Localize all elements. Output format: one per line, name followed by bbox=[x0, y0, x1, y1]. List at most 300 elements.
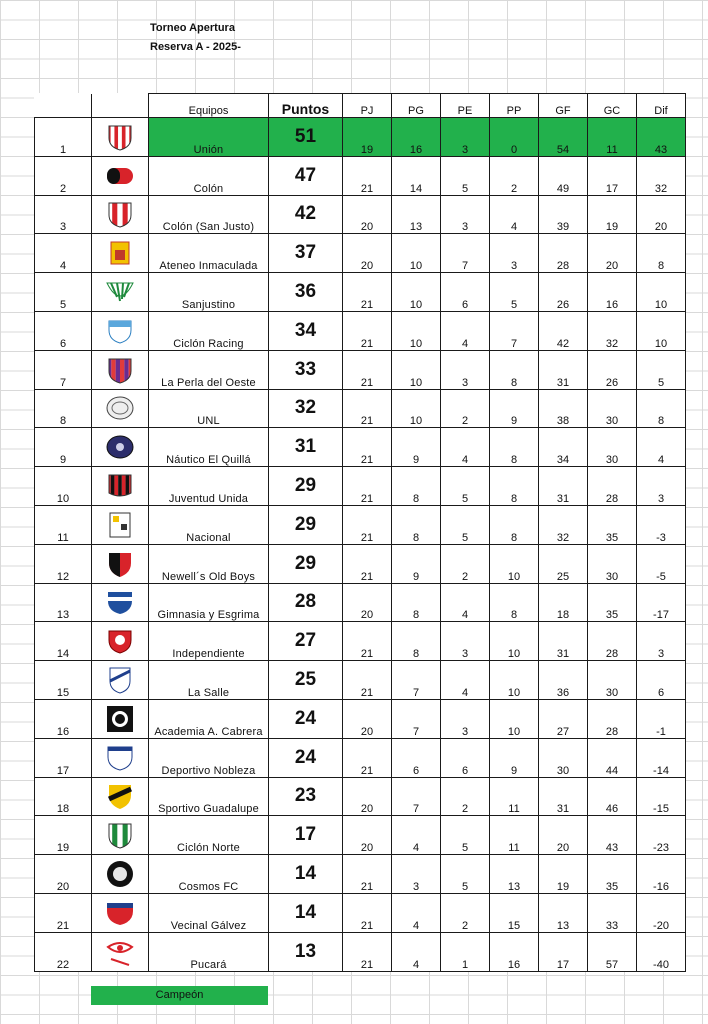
table-row bbox=[35, 389, 686, 428]
crest-cell bbox=[92, 350, 149, 389]
won-header: PG bbox=[392, 94, 441, 118]
lost-header: PP bbox=[490, 94, 539, 118]
crest-cell bbox=[92, 855, 149, 894]
points-cell: 36 bbox=[269, 273, 343, 312]
la-salle-crest-icon bbox=[92, 665, 148, 695]
table-row bbox=[35, 893, 686, 932]
position-cell: 8 bbox=[35, 389, 92, 428]
lost-cell: 9 bbox=[490, 738, 539, 777]
won-cell: 13 bbox=[392, 195, 441, 234]
lost-cell: 10 bbox=[490, 622, 539, 661]
academia-cabrera-crest-icon bbox=[92, 704, 148, 734]
goals-against-cell: 20 bbox=[588, 234, 637, 273]
crest-cell bbox=[92, 311, 149, 350]
tournament-subtitle: Reserva A - 2025- bbox=[150, 41, 241, 53]
goals-for-cell: 38 bbox=[539, 389, 588, 428]
points-cell: 24 bbox=[269, 699, 343, 738]
played-cell: 21 bbox=[343, 156, 392, 195]
points-cell: 42 bbox=[269, 195, 343, 234]
won-cell: 10 bbox=[392, 273, 441, 312]
table-row bbox=[35, 467, 686, 506]
played-cell: 21 bbox=[343, 467, 392, 506]
crest-cell bbox=[92, 777, 149, 816]
goals-against-header: GC bbox=[588, 94, 637, 118]
points-cell: 33 bbox=[269, 350, 343, 389]
played-cell: 21 bbox=[343, 311, 392, 350]
team-name-cell: Ciclón Norte bbox=[149, 816, 269, 855]
goals-for-cell: 31 bbox=[539, 467, 588, 506]
table-row bbox=[35, 738, 686, 777]
crest-cell bbox=[92, 428, 149, 467]
drawn-cell: 1 bbox=[441, 932, 490, 971]
crest-cell bbox=[92, 738, 149, 777]
position-cell: 14 bbox=[35, 622, 92, 661]
played-cell: 20 bbox=[343, 234, 392, 273]
goal-diff-header: Dif bbox=[637, 94, 686, 118]
goals-for-cell: 54 bbox=[539, 118, 588, 157]
played-cell: 20 bbox=[343, 699, 392, 738]
position-cell: 20 bbox=[35, 855, 92, 894]
won-cell: 10 bbox=[392, 350, 441, 389]
played-cell: 21 bbox=[343, 932, 392, 971]
played-cell: 21 bbox=[343, 855, 392, 894]
won-cell: 16 bbox=[392, 118, 441, 157]
points-cell: 29 bbox=[269, 467, 343, 506]
goal-diff-cell: 3 bbox=[637, 622, 686, 661]
drawn-cell: 4 bbox=[441, 428, 490, 467]
drawn-cell: 7 bbox=[441, 234, 490, 273]
played-cell: 21 bbox=[343, 389, 392, 428]
goals-for-header: GF bbox=[539, 94, 588, 118]
crest-cell bbox=[92, 699, 149, 738]
points-cell: 13 bbox=[269, 932, 343, 971]
goals-for-cell: 18 bbox=[539, 583, 588, 622]
goals-for-cell: 39 bbox=[539, 195, 588, 234]
lost-cell: 8 bbox=[490, 350, 539, 389]
lost-cell: 11 bbox=[490, 816, 539, 855]
drawn-cell: 2 bbox=[441, 544, 490, 583]
won-cell: 7 bbox=[392, 699, 441, 738]
crest-cell bbox=[92, 118, 149, 157]
crest-cell bbox=[92, 544, 149, 583]
played-cell: 21 bbox=[343, 622, 392, 661]
position-cell: 21 bbox=[35, 893, 92, 932]
position-cell: 13 bbox=[35, 583, 92, 622]
goal-diff-cell: 20 bbox=[637, 195, 686, 234]
won-cell: 6 bbox=[392, 738, 441, 777]
drawn-cell: 4 bbox=[441, 661, 490, 700]
crest-cell bbox=[92, 273, 149, 312]
team-name-cell: Sanjustino bbox=[149, 273, 269, 312]
nautico-crest-icon bbox=[92, 432, 148, 462]
points-cell: 29 bbox=[269, 544, 343, 583]
goals-for-cell: 13 bbox=[539, 893, 588, 932]
played-cell: 20 bbox=[343, 816, 392, 855]
position-cell: 16 bbox=[35, 699, 92, 738]
crest-cell bbox=[92, 389, 149, 428]
goals-for-cell: 34 bbox=[539, 428, 588, 467]
points-cell: 27 bbox=[269, 622, 343, 661]
crest-cell bbox=[92, 156, 149, 195]
won-cell: 9 bbox=[392, 428, 441, 467]
won-cell: 10 bbox=[392, 234, 441, 273]
gimnasia-crest-icon bbox=[92, 587, 148, 617]
lost-cell: 8 bbox=[490, 467, 539, 506]
goals-for-cell: 19 bbox=[539, 855, 588, 894]
goal-diff-cell: -17 bbox=[637, 583, 686, 622]
lost-cell: 9 bbox=[490, 389, 539, 428]
goal-diff-cell: -20 bbox=[637, 893, 686, 932]
champion-legend: Campeón bbox=[91, 986, 268, 1005]
drawn-cell: 3 bbox=[441, 118, 490, 157]
table-row bbox=[35, 505, 686, 544]
won-cell: 8 bbox=[392, 622, 441, 661]
tournament-title: Torneo Apertura bbox=[150, 22, 235, 34]
goal-diff-cell: 5 bbox=[637, 350, 686, 389]
points-cell: 25 bbox=[269, 661, 343, 700]
nacional-crest-icon bbox=[92, 510, 148, 540]
table-row bbox=[35, 583, 686, 622]
goal-diff-cell: 32 bbox=[637, 156, 686, 195]
played-cell: 20 bbox=[343, 583, 392, 622]
played-cell: 21 bbox=[343, 505, 392, 544]
goal-diff-cell: 6 bbox=[637, 661, 686, 700]
won-cell: 4 bbox=[392, 893, 441, 932]
goals-against-cell: 43 bbox=[588, 816, 637, 855]
goals-for-cell: 17 bbox=[539, 932, 588, 971]
sanjustino-crest-icon bbox=[92, 277, 148, 307]
won-cell: 8 bbox=[392, 505, 441, 544]
lost-cell: 15 bbox=[490, 893, 539, 932]
played-cell: 21 bbox=[343, 738, 392, 777]
played-cell: 21 bbox=[343, 428, 392, 467]
goals-for-cell: 31 bbox=[539, 777, 588, 816]
crest-cell bbox=[92, 893, 149, 932]
drawn-cell: 5 bbox=[441, 156, 490, 195]
drawn-cell: 6 bbox=[441, 738, 490, 777]
position-cell: 12 bbox=[35, 544, 92, 583]
goals-for-cell: 28 bbox=[539, 234, 588, 273]
team-name-cell: Gimnasia y Esgrima bbox=[149, 583, 269, 622]
goals-against-cell: 17 bbox=[588, 156, 637, 195]
team-name-cell: Pucará bbox=[149, 932, 269, 971]
played-cell: 20 bbox=[343, 777, 392, 816]
position-cell: 2 bbox=[35, 156, 92, 195]
header-row bbox=[35, 94, 686, 118]
position-cell: 6 bbox=[35, 311, 92, 350]
team-name-cell: Nacional bbox=[149, 505, 269, 544]
drawn-cell: 3 bbox=[441, 195, 490, 234]
colon-san-justo-crest-icon bbox=[92, 199, 148, 229]
table-row bbox=[35, 350, 686, 389]
crest-cell bbox=[92, 932, 149, 971]
goals-against-cell: 35 bbox=[588, 583, 637, 622]
cosmos-fc-crest-icon bbox=[92, 859, 148, 889]
drawn-cell: 5 bbox=[441, 467, 490, 506]
team-name-cell: Colón bbox=[149, 156, 269, 195]
team-name-cell: Independiente bbox=[149, 622, 269, 661]
team-header: Equipos bbox=[149, 94, 269, 118]
points-cell: 51 bbox=[269, 118, 343, 157]
position-cell: 4 bbox=[35, 234, 92, 273]
played-cell: 19 bbox=[343, 118, 392, 157]
goals-for-cell: 32 bbox=[539, 505, 588, 544]
goals-against-cell: 30 bbox=[588, 661, 637, 700]
sportivo-guadalupe-crest-icon bbox=[92, 781, 148, 811]
lost-cell: 8 bbox=[490, 428, 539, 467]
goal-diff-cell: 4 bbox=[637, 428, 686, 467]
goal-diff-cell: -16 bbox=[637, 855, 686, 894]
points-cell: 34 bbox=[269, 311, 343, 350]
goals-for-cell: 36 bbox=[539, 661, 588, 700]
position-cell: 10 bbox=[35, 467, 92, 506]
team-name-cell: La Salle bbox=[149, 661, 269, 700]
points-cell: 17 bbox=[269, 816, 343, 855]
crest-cell bbox=[92, 583, 149, 622]
goals-against-cell: 28 bbox=[588, 467, 637, 506]
team-name-cell: Ateneo Inmaculada bbox=[149, 234, 269, 273]
lost-cell: 5 bbox=[490, 273, 539, 312]
lost-cell: 8 bbox=[490, 505, 539, 544]
crest-cell bbox=[92, 467, 149, 506]
crest-header bbox=[92, 94, 149, 118]
position-header bbox=[35, 94, 92, 118]
points-cell: 31 bbox=[269, 428, 343, 467]
table-row bbox=[35, 544, 686, 583]
goals-for-cell: 20 bbox=[539, 816, 588, 855]
unl-crest-icon bbox=[92, 393, 148, 423]
drawn-cell: 3 bbox=[441, 350, 490, 389]
team-name-cell: Náutico El Quillá bbox=[149, 428, 269, 467]
table-row bbox=[35, 816, 686, 855]
points-cell: 32 bbox=[269, 389, 343, 428]
points-cell: 14 bbox=[269, 855, 343, 894]
goal-diff-cell: -5 bbox=[637, 544, 686, 583]
position-cell: 17 bbox=[35, 738, 92, 777]
lost-cell: 3 bbox=[490, 234, 539, 273]
position-cell: 11 bbox=[35, 505, 92, 544]
goals-for-cell: 42 bbox=[539, 311, 588, 350]
goal-diff-cell: 3 bbox=[637, 467, 686, 506]
points-cell: 14 bbox=[269, 893, 343, 932]
position-cell: 15 bbox=[35, 661, 92, 700]
goals-against-cell: 28 bbox=[588, 699, 637, 738]
goals-against-cell: 26 bbox=[588, 350, 637, 389]
union-crest-icon bbox=[92, 122, 148, 152]
won-cell: 4 bbox=[392, 816, 441, 855]
points-header: Puntos bbox=[269, 94, 343, 118]
newells-crest-icon bbox=[92, 549, 148, 579]
lost-cell: 10 bbox=[490, 661, 539, 700]
position-cell: 22 bbox=[35, 932, 92, 971]
drawn-cell: 3 bbox=[441, 622, 490, 661]
table-row bbox=[35, 622, 686, 661]
lost-cell: 10 bbox=[490, 699, 539, 738]
won-cell: 9 bbox=[392, 544, 441, 583]
position-cell: 1 bbox=[35, 118, 92, 157]
table-row bbox=[35, 428, 686, 467]
won-cell: 10 bbox=[392, 311, 441, 350]
position-cell: 3 bbox=[35, 195, 92, 234]
goals-against-cell: 30 bbox=[588, 428, 637, 467]
crest-cell bbox=[92, 195, 149, 234]
deportivo-nobleza-crest-icon bbox=[92, 743, 148, 773]
team-name-cell: Cosmos FC bbox=[149, 855, 269, 894]
lost-cell: 10 bbox=[490, 544, 539, 583]
goals-for-cell: 49 bbox=[539, 156, 588, 195]
played-cell: 21 bbox=[343, 661, 392, 700]
points-cell: 29 bbox=[269, 505, 343, 544]
crest-cell bbox=[92, 234, 149, 273]
played-header: PJ bbox=[343, 94, 392, 118]
goal-diff-cell: 8 bbox=[637, 234, 686, 273]
goal-diff-cell: -14 bbox=[637, 738, 686, 777]
goal-diff-cell: -15 bbox=[637, 777, 686, 816]
goals-for-cell: 26 bbox=[539, 273, 588, 312]
team-name-cell: Colón (San Justo) bbox=[149, 195, 269, 234]
goals-against-cell: 11 bbox=[588, 118, 637, 157]
points-cell: 23 bbox=[269, 777, 343, 816]
drawn-cell: 4 bbox=[441, 311, 490, 350]
table-row bbox=[35, 234, 686, 273]
team-name-cell: Deportivo Nobleza bbox=[149, 738, 269, 777]
crest-cell bbox=[92, 816, 149, 855]
goal-diff-cell: 10 bbox=[637, 311, 686, 350]
played-cell: 21 bbox=[343, 893, 392, 932]
goals-against-cell: 30 bbox=[588, 389, 637, 428]
played-cell: 20 bbox=[343, 195, 392, 234]
pucara-crest-icon bbox=[92, 937, 148, 967]
table-row bbox=[35, 273, 686, 312]
won-cell: 3 bbox=[392, 855, 441, 894]
goals-against-cell: 35 bbox=[588, 505, 637, 544]
position-cell: 5 bbox=[35, 273, 92, 312]
goals-against-cell: 32 bbox=[588, 311, 637, 350]
ateneo-inmaculada-crest-icon bbox=[92, 238, 148, 268]
played-cell: 21 bbox=[343, 544, 392, 583]
team-name-cell: Unión bbox=[149, 118, 269, 157]
position-cell: 7 bbox=[35, 350, 92, 389]
goals-for-cell: 31 bbox=[539, 622, 588, 661]
lost-cell: 8 bbox=[490, 583, 539, 622]
goals-against-cell: 16 bbox=[588, 273, 637, 312]
drawn-header: PE bbox=[441, 94, 490, 118]
won-cell: 14 bbox=[392, 156, 441, 195]
drawn-cell: 5 bbox=[441, 855, 490, 894]
lost-cell: 4 bbox=[490, 195, 539, 234]
won-cell: 7 bbox=[392, 661, 441, 700]
goals-against-cell: 44 bbox=[588, 738, 637, 777]
table-row bbox=[35, 777, 686, 816]
table-row bbox=[35, 156, 686, 195]
table-row bbox=[35, 699, 686, 738]
lost-cell: 16 bbox=[490, 932, 539, 971]
lost-cell: 7 bbox=[490, 311, 539, 350]
points-cell: 47 bbox=[269, 156, 343, 195]
table-row bbox=[35, 661, 686, 700]
table-row bbox=[35, 195, 686, 234]
lost-cell: 11 bbox=[490, 777, 539, 816]
team-name-cell: La Perla del Oeste bbox=[149, 350, 269, 389]
colon-crest-icon bbox=[92, 161, 148, 191]
won-cell: 4 bbox=[392, 932, 441, 971]
team-name-cell: Academia A. Cabrera bbox=[149, 699, 269, 738]
goal-diff-cell: 43 bbox=[637, 118, 686, 157]
goals-against-cell: 28 bbox=[588, 622, 637, 661]
position-cell: 18 bbox=[35, 777, 92, 816]
drawn-cell: 6 bbox=[441, 273, 490, 312]
table-row bbox=[35, 855, 686, 894]
team-name-cell: Vecinal Gálvez bbox=[149, 893, 269, 932]
goals-against-cell: 57 bbox=[588, 932, 637, 971]
crest-cell bbox=[92, 622, 149, 661]
goal-diff-cell: -1 bbox=[637, 699, 686, 738]
drawn-cell: 2 bbox=[441, 893, 490, 932]
goal-diff-cell: -3 bbox=[637, 505, 686, 544]
team-name-cell: Sportivo Guadalupe bbox=[149, 777, 269, 816]
won-cell: 10 bbox=[392, 389, 441, 428]
vecinal-galvez-crest-icon bbox=[92, 898, 148, 928]
la-perla-crest-icon bbox=[92, 355, 148, 385]
lost-cell: 13 bbox=[490, 855, 539, 894]
played-cell: 21 bbox=[343, 350, 392, 389]
goals-against-cell: 19 bbox=[588, 195, 637, 234]
drawn-cell: 2 bbox=[441, 777, 490, 816]
goals-for-cell: 27 bbox=[539, 699, 588, 738]
goal-diff-cell: -40 bbox=[637, 932, 686, 971]
points-cell: 28 bbox=[269, 583, 343, 622]
won-cell: 7 bbox=[392, 777, 441, 816]
goals-for-cell: 30 bbox=[539, 738, 588, 777]
independiente-crest-icon bbox=[92, 626, 148, 656]
goals-against-cell: 46 bbox=[588, 777, 637, 816]
goal-diff-cell: 8 bbox=[637, 389, 686, 428]
drawn-cell: 4 bbox=[441, 583, 490, 622]
drawn-cell: 2 bbox=[441, 389, 490, 428]
points-cell: 37 bbox=[269, 234, 343, 273]
won-cell: 8 bbox=[392, 583, 441, 622]
played-cell: 21 bbox=[343, 273, 392, 312]
position-cell: 19 bbox=[35, 816, 92, 855]
position-cell: 9 bbox=[35, 428, 92, 467]
crest-cell bbox=[92, 661, 149, 700]
drawn-cell: 5 bbox=[441, 505, 490, 544]
standings-table bbox=[34, 93, 686, 972]
team-name-cell: UNL bbox=[149, 389, 269, 428]
points-cell: 24 bbox=[269, 738, 343, 777]
goal-diff-cell: 10 bbox=[637, 273, 686, 312]
team-name-cell: Juventud Unida bbox=[149, 467, 269, 506]
won-cell: 8 bbox=[392, 467, 441, 506]
juventud-unida-crest-icon bbox=[92, 471, 148, 501]
team-name-cell: Ciclón Racing bbox=[149, 311, 269, 350]
goals-against-cell: 33 bbox=[588, 893, 637, 932]
drawn-cell: 5 bbox=[441, 816, 490, 855]
goals-for-cell: 25 bbox=[539, 544, 588, 583]
goals-for-cell: 31 bbox=[539, 350, 588, 389]
goals-against-cell: 35 bbox=[588, 855, 637, 894]
table-row bbox=[35, 932, 686, 971]
table-row bbox=[35, 311, 686, 350]
table-row bbox=[35, 118, 686, 157]
lost-cell: 2 bbox=[490, 156, 539, 195]
goal-diff-cell: -23 bbox=[637, 816, 686, 855]
crest-cell bbox=[92, 505, 149, 544]
goals-against-cell: 30 bbox=[588, 544, 637, 583]
drawn-cell: 3 bbox=[441, 699, 490, 738]
team-name-cell: Newell´s Old Boys bbox=[149, 544, 269, 583]
lost-cell: 0 bbox=[490, 118, 539, 157]
